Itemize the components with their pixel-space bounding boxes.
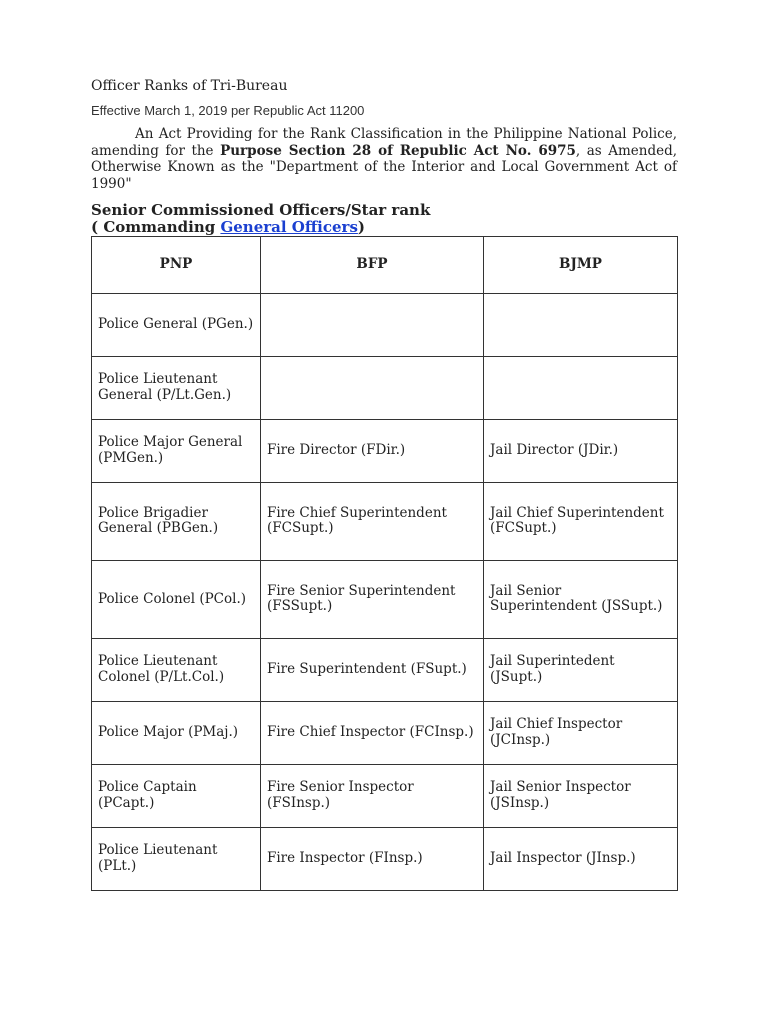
bfp-rank-cell: Fire Senior Inspector (FSInsp.) xyxy=(261,764,484,827)
header-bfp: BFP xyxy=(261,236,484,293)
general-officers-link[interactable]: General Officers xyxy=(220,217,358,236)
table-row xyxy=(92,638,678,701)
header-bjmp: BJMP xyxy=(484,236,678,293)
table-row xyxy=(92,827,678,890)
intro-text-1: An Act Providing for the Rank Classification in the Philippine National Police, amending for the xyxy=(91,126,677,159)
bjmp-rank-cell xyxy=(484,293,678,356)
document xyxy=(91,76,677,891)
section-heading-line1: Senior Commissioned Officers/Star rank xyxy=(91,200,431,219)
table-row xyxy=(92,356,678,419)
bjmp-rank-cell: Jail Superintedent (JSupt.) xyxy=(484,638,678,701)
pnp-rank-cell: Police Captain (PCapt.) xyxy=(92,764,261,827)
heading-suffix: ) xyxy=(357,217,365,236)
bfp-rank-cell: Fire Chief Inspector (FCInsp.) xyxy=(261,701,484,764)
bfp-rank-cell: Fire Director (FDir.) xyxy=(261,419,484,482)
table-row xyxy=(92,764,678,827)
document-title: Officer Ranks of Tri-Bureau xyxy=(91,78,288,94)
table-row xyxy=(92,482,678,560)
bjmp-rank-cell: Jail Chief Superintendent (FCSupt.) xyxy=(484,482,678,560)
intro-text-2: , as Amended, Otherwise Known as the "Department of the Interior and Local Government Act of 1990" xyxy=(91,142,678,193)
header-pnp: PNP xyxy=(92,236,261,293)
bjmp-rank-cell: Jail Senior Superintendent (JSSupt.) xyxy=(484,560,678,638)
pnp-rank-cell: Police Lieutenant (PLt.) xyxy=(92,827,261,890)
heading-prefix: ( Commanding xyxy=(91,217,221,236)
bfp-rank-cell: Fire Chief Superintendent (FCSupt.) xyxy=(261,482,484,560)
pnp-rank-cell: Police Lieutenant General (P/Lt.Gen.) xyxy=(92,356,261,419)
bjmp-rank-cell xyxy=(484,356,678,419)
bfp-rank-cell: Fire Inspector (FInsp.) xyxy=(261,827,484,890)
bjmp-rank-cell: Jail Director (JDir.) xyxy=(484,419,678,482)
bfp-rank-cell xyxy=(261,293,484,356)
bjmp-rank-cell: Jail Chief Inspector (JCInsp.) xyxy=(484,701,678,764)
table-header-row xyxy=(92,236,678,293)
section-heading xyxy=(91,202,677,236)
table-row xyxy=(92,701,678,764)
bfp-rank-cell: Fire Senior Superintendent (FSSupt.) xyxy=(261,560,484,638)
table-row xyxy=(92,293,678,356)
pnp-rank-cell: Police Major (PMaj.) xyxy=(92,701,261,764)
intro-bold-text: Purpose Section 28 of Republic Act No. 6975 xyxy=(220,142,576,159)
pnp-rank-cell: Police Lieutenant Colonel (P/Lt.Col.) xyxy=(92,638,261,701)
bfp-rank-cell: Fire Superintendent (FSupt.) xyxy=(261,638,484,701)
pnp-rank-cell: Police Brigadier General (PBGen.) xyxy=(92,482,261,560)
intro-paragraph xyxy=(91,126,677,193)
pnp-rank-cell: Police General (PGen.) xyxy=(92,293,261,356)
pnp-rank-cell: Police Colonel (PCol.) xyxy=(92,560,261,638)
section-heading-line2 xyxy=(91,219,677,236)
bjmp-rank-cell: Jail Inspector (JInsp.) xyxy=(484,827,678,890)
bfp-rank-cell xyxy=(261,356,484,419)
pnp-rank-cell: Police Major General (PMGen.) xyxy=(92,419,261,482)
document-subtitle: Effective March 1, 2019 per Republic Act 11200 xyxy=(91,103,365,118)
table-row xyxy=(92,560,678,638)
ranks-table xyxy=(91,236,678,891)
table-row xyxy=(92,419,678,482)
bjmp-rank-cell: Jail Senior Inspector (JSInsp.) xyxy=(484,764,678,827)
